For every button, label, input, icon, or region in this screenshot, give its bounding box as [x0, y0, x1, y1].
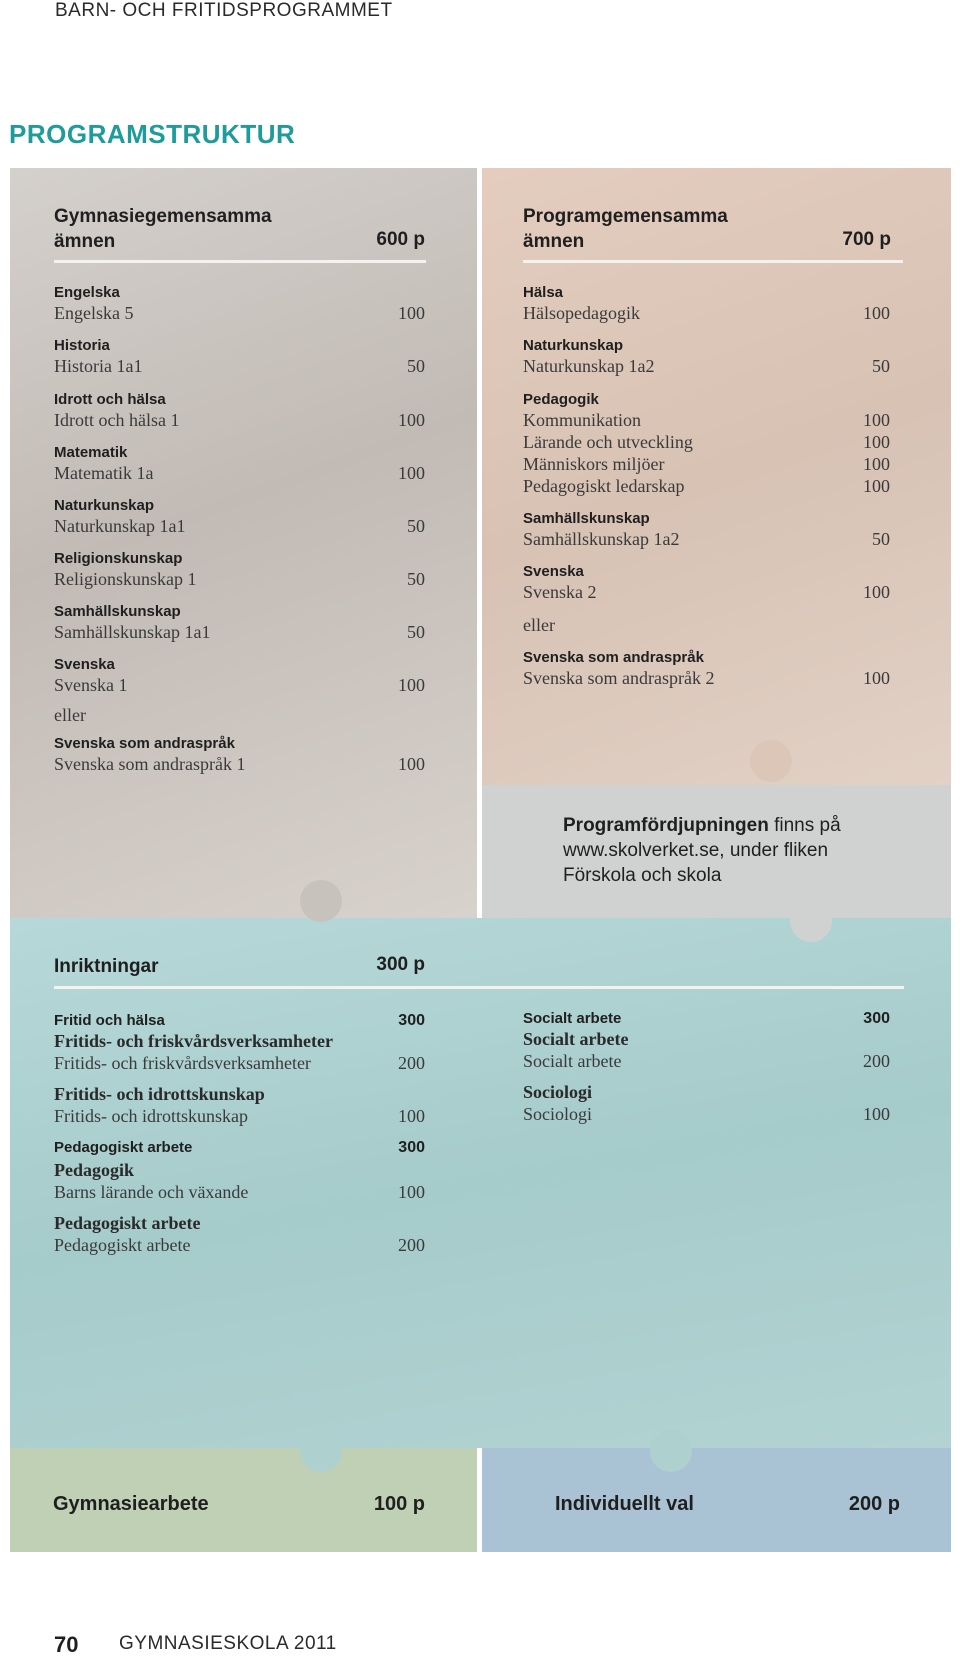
course-points: 50 — [407, 516, 425, 536]
program-track: Pedagogiskt arbete — [54, 1139, 193, 1156]
running-footer: GYMNASIESKOLA 2011 — [119, 1633, 337, 1654]
course-name: Samhällskunskap 1a1 — [54, 622, 211, 642]
course-name: Kommunikation — [523, 410, 641, 430]
course-points: 50 — [872, 529, 890, 549]
course-name: Pedagogiskt arbete — [54, 1235, 191, 1255]
note-line-3: Förskola och skola — [563, 865, 722, 886]
course-points: 100 — [863, 582, 890, 602]
gymnasiearbete-label: Gymnasiearbete — [53, 1493, 209, 1515]
puzzle-knob — [300, 1430, 342, 1472]
course-name: Fritids- och idrottskunskap — [54, 1106, 248, 1126]
inriktningar-heading: Inriktningar — [54, 956, 159, 977]
divider — [523, 260, 903, 263]
subject-heading: Naturkunskap — [54, 497, 155, 514]
or-text: eller — [523, 615, 555, 635]
course-name: Socialt arbete — [523, 1051, 622, 1071]
subject-heading: Engelska — [54, 284, 120, 301]
course-points: 100 — [398, 754, 425, 774]
course-name: Lärande och utveckling — [523, 432, 693, 452]
subject-heading: Religionskunskap — [54, 550, 183, 567]
course-points: 100 — [398, 675, 425, 695]
subject-heading: Svenska — [523, 563, 584, 580]
subject-heading: Idrott och hälsa — [54, 391, 166, 408]
course-points: 100 — [863, 454, 890, 474]
note-text: finns på — [768, 815, 841, 836]
course-points: 100 — [398, 1106, 425, 1126]
subject-heading: Samhällskunskap — [523, 510, 650, 527]
course-name: Religionskunskap 1 — [54, 569, 197, 589]
subject-heading: Svenska som andraspråk — [523, 649, 704, 666]
course-name: Pedagogiskt ledarskap — [523, 476, 685, 496]
course-points: 100 — [863, 476, 890, 496]
course-points: 200 — [398, 1053, 425, 1073]
course-points: 100 — [863, 1104, 890, 1124]
course-points: 50 — [407, 569, 425, 589]
subject-name: Pedagogiskt arbete — [54, 1213, 201, 1233]
course-points: 200 — [398, 1235, 425, 1255]
track-points: 300 — [863, 1010, 890, 1027]
course-name: Samhällskunskap 1a2 — [523, 529, 680, 549]
subject-name: Pedagogik — [54, 1160, 135, 1180]
programgemensamma-points: 700 p — [842, 229, 891, 250]
subject-heading: Svenska som andraspråk — [54, 735, 235, 752]
fordjupning-note — [563, 813, 841, 888]
course-points: 100 — [398, 303, 425, 323]
gymnasiegemensamma-heading — [54, 204, 272, 254]
heading-line: ämnen — [54, 231, 116, 252]
gymnasiegemensamma-panel — [10, 168, 477, 918]
course-name: Naturkunskap 1a1 — [54, 516, 186, 536]
course-name: Barns lärande och växande — [54, 1182, 249, 1202]
course-name: Historia 1a1 — [54, 356, 143, 376]
programgemensamma-heading — [523, 204, 728, 254]
individuellt-val-label: Individuellt val — [555, 1493, 694, 1515]
course-name: Matematik 1a — [54, 463, 154, 483]
program-track: Fritid och hälsa — [54, 1012, 165, 1029]
course-points: 200 — [863, 1051, 890, 1071]
course-name: Svenska som andraspråk 1 — [54, 754, 246, 774]
course-points: 100 — [863, 410, 890, 430]
subject-name: Fritids- och idrottskunskap — [54, 1084, 265, 1104]
course-name: Sociologi — [523, 1104, 593, 1124]
course-points: 50 — [407, 356, 425, 376]
subject-heading: Naturkunskap — [523, 337, 624, 354]
course-points: 100 — [863, 668, 890, 688]
individuellt-val-points: 200 p — [848, 1493, 900, 1515]
course-name: Svenska 1 — [54, 675, 128, 695]
or-text: eller — [54, 705, 86, 725]
course-name: Idrott och hälsa 1 — [54, 410, 180, 430]
course-name: Svenska som andraspråk 2 — [523, 668, 715, 688]
subject-name: Fritids- och friskvårdsverksamheter — [54, 1031, 333, 1051]
note-line-2: www.skolverket.se, under fliken — [563, 840, 829, 861]
track-points: 300 — [398, 1139, 425, 1156]
gymnasiearbete-points: 100 p — [373, 1493, 425, 1515]
puzzle-knob — [750, 740, 792, 782]
course-points: 100 — [863, 432, 890, 452]
course-name: Svenska 2 — [523, 582, 597, 602]
course-points: 100 — [398, 410, 425, 430]
puzzle-knob — [790, 900, 832, 942]
note-bold: Programfördjupningen — [563, 815, 769, 836]
heading-line: Gymnasiegemensamma — [54, 206, 272, 227]
course-points: 100 — [863, 303, 890, 323]
divider — [54, 260, 426, 263]
subject-heading: Matematik — [54, 444, 128, 461]
heading-line: Programgemensamma — [523, 206, 728, 227]
program-track: Socialt arbete — [523, 1010, 622, 1027]
note-line-1 — [563, 813, 841, 838]
course-name: Hälsopedagogik — [523, 303, 640, 323]
subject-heading: Svenska — [54, 656, 115, 673]
track-points: 300 — [398, 1012, 425, 1029]
course-name: Fritids- och friskvårdsverksamheter — [54, 1053, 311, 1073]
puzzle-knob — [650, 1430, 692, 1472]
inriktningar-points: 300 p — [376, 954, 425, 975]
course-points: 50 — [407, 622, 425, 642]
subject-heading: Pedagogik — [523, 391, 599, 408]
gymnasiegemensamma-points: 600 p — [376, 229, 425, 250]
puzzle-knob — [300, 880, 342, 922]
subject-heading: Hälsa — [523, 284, 564, 301]
page-title: PROGRAMSTRUKTUR — [9, 119, 296, 149]
running-header: BARN- OCH FRITIDSPROGRAMMET — [55, 0, 393, 21]
subject-name: Sociologi — [523, 1082, 593, 1102]
heading-line: ämnen — [523, 231, 585, 252]
subject-heading: Historia — [54, 337, 110, 354]
course-name: Engelska 5 — [54, 303, 134, 323]
course-name: Naturkunskap 1a2 — [523, 356, 655, 376]
course-points: 100 — [398, 463, 425, 483]
course-points: 100 — [398, 1182, 425, 1202]
subject-heading: Samhällskunskap — [54, 603, 181, 620]
subject-name: Socialt arbete — [523, 1029, 629, 1049]
page-number: 70 — [54, 1632, 79, 1657]
course-points: 50 — [872, 356, 890, 376]
divider — [54, 986, 904, 989]
course-name: Människors miljöer — [523, 454, 665, 474]
